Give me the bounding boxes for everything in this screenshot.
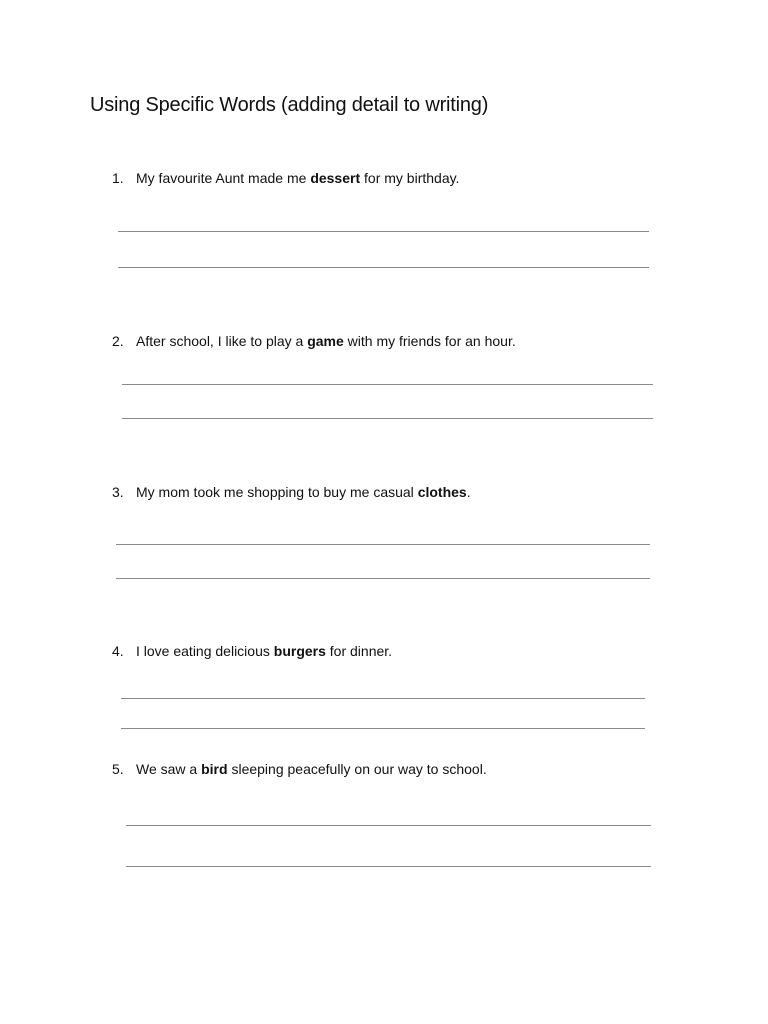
target-word: game [307, 333, 344, 349]
question-text-before: We saw a [136, 761, 202, 777]
question-text-after: with my friends for an hour. [343, 333, 516, 349]
question-number: 1. [112, 170, 124, 186]
answer-line[interactable] [116, 544, 650, 545]
question-text-after: for dinner. [325, 643, 393, 659]
answer-line[interactable] [118, 231, 649, 232]
answer-line[interactable] [122, 384, 653, 385]
question-number: 5. [112, 761, 124, 777]
question-text-after: for my birthday. [360, 170, 460, 186]
question-text-after: . [466, 484, 471, 500]
question-text-before: My favourite Aunt made me [136, 170, 311, 186]
question-text-after: sleeping peacefully on our way to school. [227, 761, 487, 777]
target-word: dessert [310, 170, 361, 186]
question-text-before: I love eating delicious [136, 643, 274, 659]
answer-line[interactable] [122, 418, 653, 419]
question-number: 3. [112, 484, 124, 500]
answer-line[interactable] [121, 698, 645, 699]
target-word: burgers [273, 643, 326, 659]
question-3 [112, 484, 471, 500]
question-1 [112, 170, 459, 186]
answer-line[interactable] [121, 728, 645, 729]
question-number: 2. [112, 333, 124, 349]
target-word: clothes [417, 484, 467, 500]
question-number: 4. [112, 643, 124, 659]
question-2 [112, 333, 516, 349]
answer-line[interactable] [126, 825, 651, 826]
question-5 [112, 761, 487, 777]
answer-line[interactable] [118, 267, 649, 268]
question-text-before: After school, I like to play a [136, 333, 308, 349]
target-word: bird [201, 761, 228, 777]
question-4 [112, 643, 392, 659]
question-text-before: My mom took me shopping to buy me casual [136, 484, 418, 500]
answer-line[interactable] [126, 866, 651, 867]
answer-line[interactable] [116, 578, 650, 579]
page-title: Using Specific Words (adding detail to writing) [90, 94, 489, 116]
